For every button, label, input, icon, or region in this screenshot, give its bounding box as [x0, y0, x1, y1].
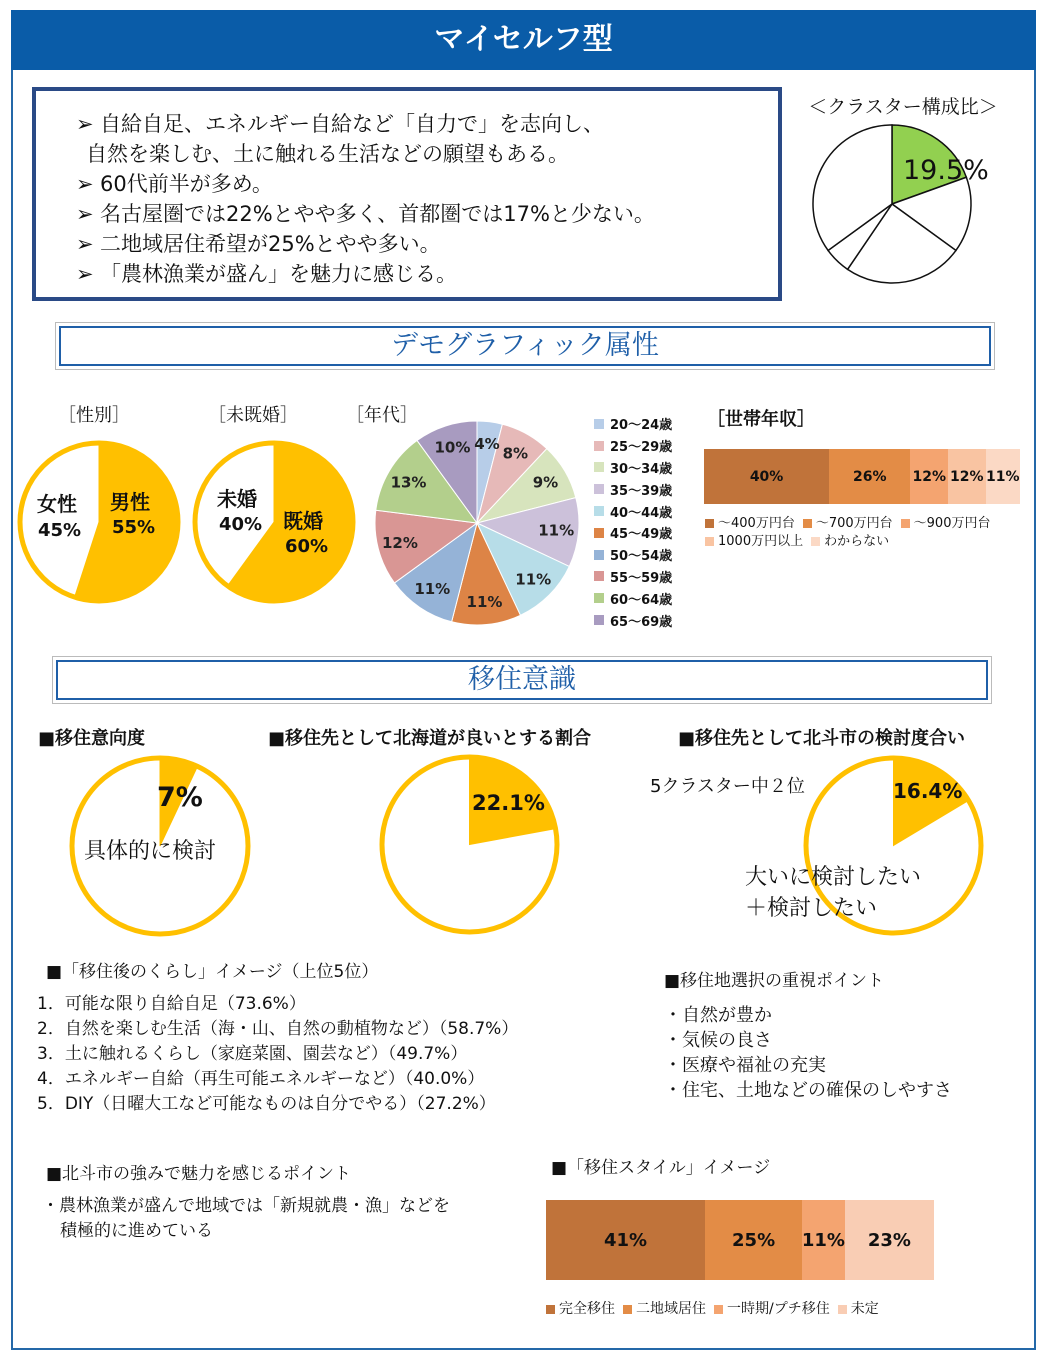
legend-item	[705, 515, 795, 532]
style-legend	[546, 1301, 887, 1319]
list-item: ・医療や福祉の充実	[664, 1055, 826, 1076]
age-legend-item	[594, 522, 672, 544]
legend-swatch	[803, 519, 812, 528]
arrow-icon: ➢	[76, 232, 94, 256]
legend-item	[838, 1301, 879, 1318]
hokuto-label-2: ＋検討したい	[745, 896, 878, 921]
legend-label: 1000万円以上	[718, 534, 804, 549]
style-bar-segment: 25%	[705, 1200, 802, 1280]
summary-line	[76, 199, 778, 229]
female-label: 女性	[37, 492, 77, 516]
legend-label: ～900万円台	[913, 516, 991, 531]
legend-label: 20～24歳	[610, 418, 673, 434]
hokuto-strength-line-2: 積極的に進めている	[60, 1221, 213, 1241]
age-legend	[594, 413, 672, 631]
age-legend-item	[594, 478, 672, 500]
legend-label: 未定	[850, 1301, 879, 1317]
age-legend-item	[594, 609, 672, 631]
legend-swatch	[714, 1305, 723, 1314]
style-bar-segment: 41%	[546, 1200, 705, 1280]
summary-line	[76, 139, 778, 169]
legend-item	[714, 1301, 830, 1318]
hokuto-rank: 5クラスター中２位	[650, 776, 805, 797]
summary-line	[76, 169, 778, 199]
age-legend-item	[594, 544, 672, 566]
legend-swatch	[594, 550, 604, 560]
summary-line	[76, 259, 778, 289]
income-bar-segment: 40%	[704, 449, 829, 504]
hokkaido-pie-chart	[382, 757, 557, 932]
list-item: 4．エネルギー自給（再生可能エネルギーなど）（40.0%）	[37, 1069, 485, 1089]
legend-swatch	[811, 537, 820, 546]
summary-line	[76, 229, 778, 259]
list-item: ・気候の良さ	[664, 1030, 772, 1051]
legend-swatch	[705, 519, 714, 528]
summary-text: 名古屋圏では22%とやや多く、首都圏では17%と少ない。	[100, 202, 655, 226]
summary-text: 「農林漁業が盛ん」を魅力に感じる。	[100, 262, 457, 286]
list-item: ・住宅、土地などの確保のしやすさ	[664, 1080, 952, 1101]
legend-item	[803, 515, 893, 532]
hokuto-title: ■移住先として北斗市の検討度合い	[678, 728, 966, 749]
legend-item	[705, 533, 803, 550]
hokkaido-value: 22.1%	[472, 791, 545, 815]
age-pie-chart	[375, 421, 579, 625]
style-stacked-bar	[546, 1200, 934, 1280]
intent-label: 具体的に検討	[84, 839, 217, 864]
legend-label: 完全移住	[559, 1301, 615, 1317]
age-data-label: 11%	[414, 579, 451, 598]
legend-swatch	[623, 1305, 632, 1314]
intent-title: ■移住意向度	[38, 728, 146, 749]
age-legend-item	[594, 435, 672, 457]
legend-item	[811, 533, 889, 550]
age-data-label: 11%	[515, 570, 552, 589]
cluster-ratio-title: ＜クラスター構成比＞	[808, 96, 998, 118]
legend-swatch	[838, 1305, 847, 1314]
legend-label: 50～54歳	[610, 549, 673, 565]
list-item: 5．DIY（日曜大工など可能なものは自分でやる）（27.2%）	[37, 1094, 496, 1114]
age-data-label: 13%	[390, 473, 427, 492]
legend-label: わからない	[824, 534, 890, 549]
hokkaido-title: ■移住先として北海道が良いとする割合	[268, 728, 592, 749]
income-stacked-bar	[704, 449, 1020, 504]
legend-swatch	[594, 462, 604, 472]
style-bar-segment: 23%	[845, 1200, 934, 1280]
arrow-icon: ➢	[76, 112, 94, 136]
legend-swatch	[594, 484, 604, 494]
hokuto-label-1: 大いに検討したい	[745, 865, 922, 890]
age-legend-item	[594, 413, 672, 435]
female-value: 45%	[38, 520, 82, 541]
age-legend-item	[594, 500, 672, 522]
income-bar-segment: 26%	[829, 449, 910, 504]
age-data-label: 4%	[474, 435, 500, 454]
married-label: 既婚	[283, 509, 323, 533]
list-item: 2．自然を楽しむ生活（海・山、自然の動植物など）（58.7%）	[37, 1019, 519, 1039]
marital-title: ［未既婚］	[208, 405, 298, 426]
cluster-share-label: 19.5%	[903, 155, 989, 186]
summary-text: 自然を楽しむ、土に触れる生活などの願望もある。	[86, 142, 569, 166]
legend-label: 40～44歳	[610, 505, 673, 521]
section-demographic: デモグラフィック属性	[59, 326, 991, 366]
legend-item	[623, 1301, 706, 1318]
section-migration: 移住意識	[56, 660, 988, 700]
legend-label: 二地域居住	[636, 1301, 706, 1317]
age-legend-item	[594, 566, 672, 588]
income-title: ［世帯年収］	[707, 409, 815, 430]
legend-label: 30～34歳	[610, 461, 673, 477]
legend-label: 一時期/プチ移住	[727, 1301, 830, 1317]
legend-label: 25～29歳	[610, 440, 673, 456]
legend-swatch	[705, 537, 714, 546]
legend-label: 35～39歳	[610, 483, 673, 499]
legend-swatch	[594, 571, 604, 581]
legend-label: 60～64歳	[610, 592, 673, 608]
legend-label: 45～49歳	[610, 527, 673, 543]
style-title: ■「移住スタイル」イメージ	[551, 1158, 771, 1178]
legend-label: ～700万円台	[815, 516, 893, 531]
income-legend	[705, 515, 1025, 551]
hokuto-strength-title: ■北斗市の強みで魅力を感じるポイント	[46, 1164, 352, 1184]
style-bar-segment: 11%	[802, 1200, 845, 1280]
income-bar-segment: 12%	[910, 449, 948, 504]
list-item: 3．土に触れるくらし（家庭菜園、園芸など）（49.7%）	[37, 1044, 468, 1064]
list-item: ・自然が豊か	[664, 1005, 772, 1026]
legend-swatch	[594, 441, 604, 451]
gender-title: ［性別］	[58, 405, 130, 426]
age-legend-item	[594, 587, 672, 609]
age-data-label: 11%	[466, 593, 503, 612]
life-image-list	[37, 992, 518, 1117]
legend-label: 65～69歳	[610, 614, 673, 630]
summary-text: 二地域居住希望が25%とやや多い。	[100, 232, 441, 256]
legend-label: 55～59歳	[610, 570, 673, 586]
list-item: 1．可能な限り自給自足（73.6%）	[37, 994, 306, 1014]
married-value: 60%	[285, 536, 329, 557]
legend-item	[546, 1301, 615, 1318]
income-bar-segment: 12%	[948, 449, 986, 504]
single-value: 40%	[219, 514, 263, 535]
hokuto-strength-line-1: ・農林漁業が盛んで地域では「新規就農・漁」などを	[42, 1196, 450, 1216]
legend-swatch	[594, 528, 604, 538]
legend-swatch	[594, 419, 604, 429]
summary-line	[76, 109, 778, 139]
legend-item	[901, 515, 991, 532]
cluster-pie-chart	[813, 125, 971, 283]
legend-swatch	[594, 506, 604, 516]
male-value: 55%	[112, 517, 156, 538]
arrow-icon: ➢	[76, 202, 94, 226]
age-data-label: 9%	[532, 473, 559, 492]
single-label: 未婚	[217, 487, 257, 511]
hokuto-value: 16.4%	[893, 779, 963, 803]
page-title: マイセルフ型	[11, 10, 1036, 70]
legend-swatch	[901, 519, 910, 528]
legend-label: ～400万円台	[718, 516, 795, 531]
summary-box	[32, 87, 782, 301]
male-label: 男性	[110, 490, 150, 514]
age-data-label: 11%	[538, 521, 575, 540]
selection-points-title: ■移住地選択の重視ポイント	[664, 971, 885, 991]
age-legend-item	[594, 457, 672, 479]
legend-swatch	[594, 615, 604, 625]
summary-text: 自給自足、エネルギー自給など「自力で」を志向し、	[100, 112, 604, 136]
legend-swatch	[594, 593, 604, 603]
summary-text: 60代前半が多め。	[100, 172, 273, 196]
age-data-label: 8%	[502, 444, 529, 463]
intent-value: 7%	[157, 782, 203, 813]
age-title: ［年代］	[346, 405, 418, 426]
arrow-icon: ➢	[76, 172, 94, 196]
arrow-icon: ➢	[76, 262, 94, 286]
life-image-title: ■「移住後のくらし」イメージ（上位5位）	[46, 962, 379, 982]
income-bar-segment: 11%	[986, 449, 1020, 504]
age-data-label: 12%	[381, 533, 418, 552]
legend-swatch	[546, 1305, 555, 1314]
selection-points-list	[664, 1003, 952, 1103]
age-data-label: 10%	[434, 438, 471, 457]
